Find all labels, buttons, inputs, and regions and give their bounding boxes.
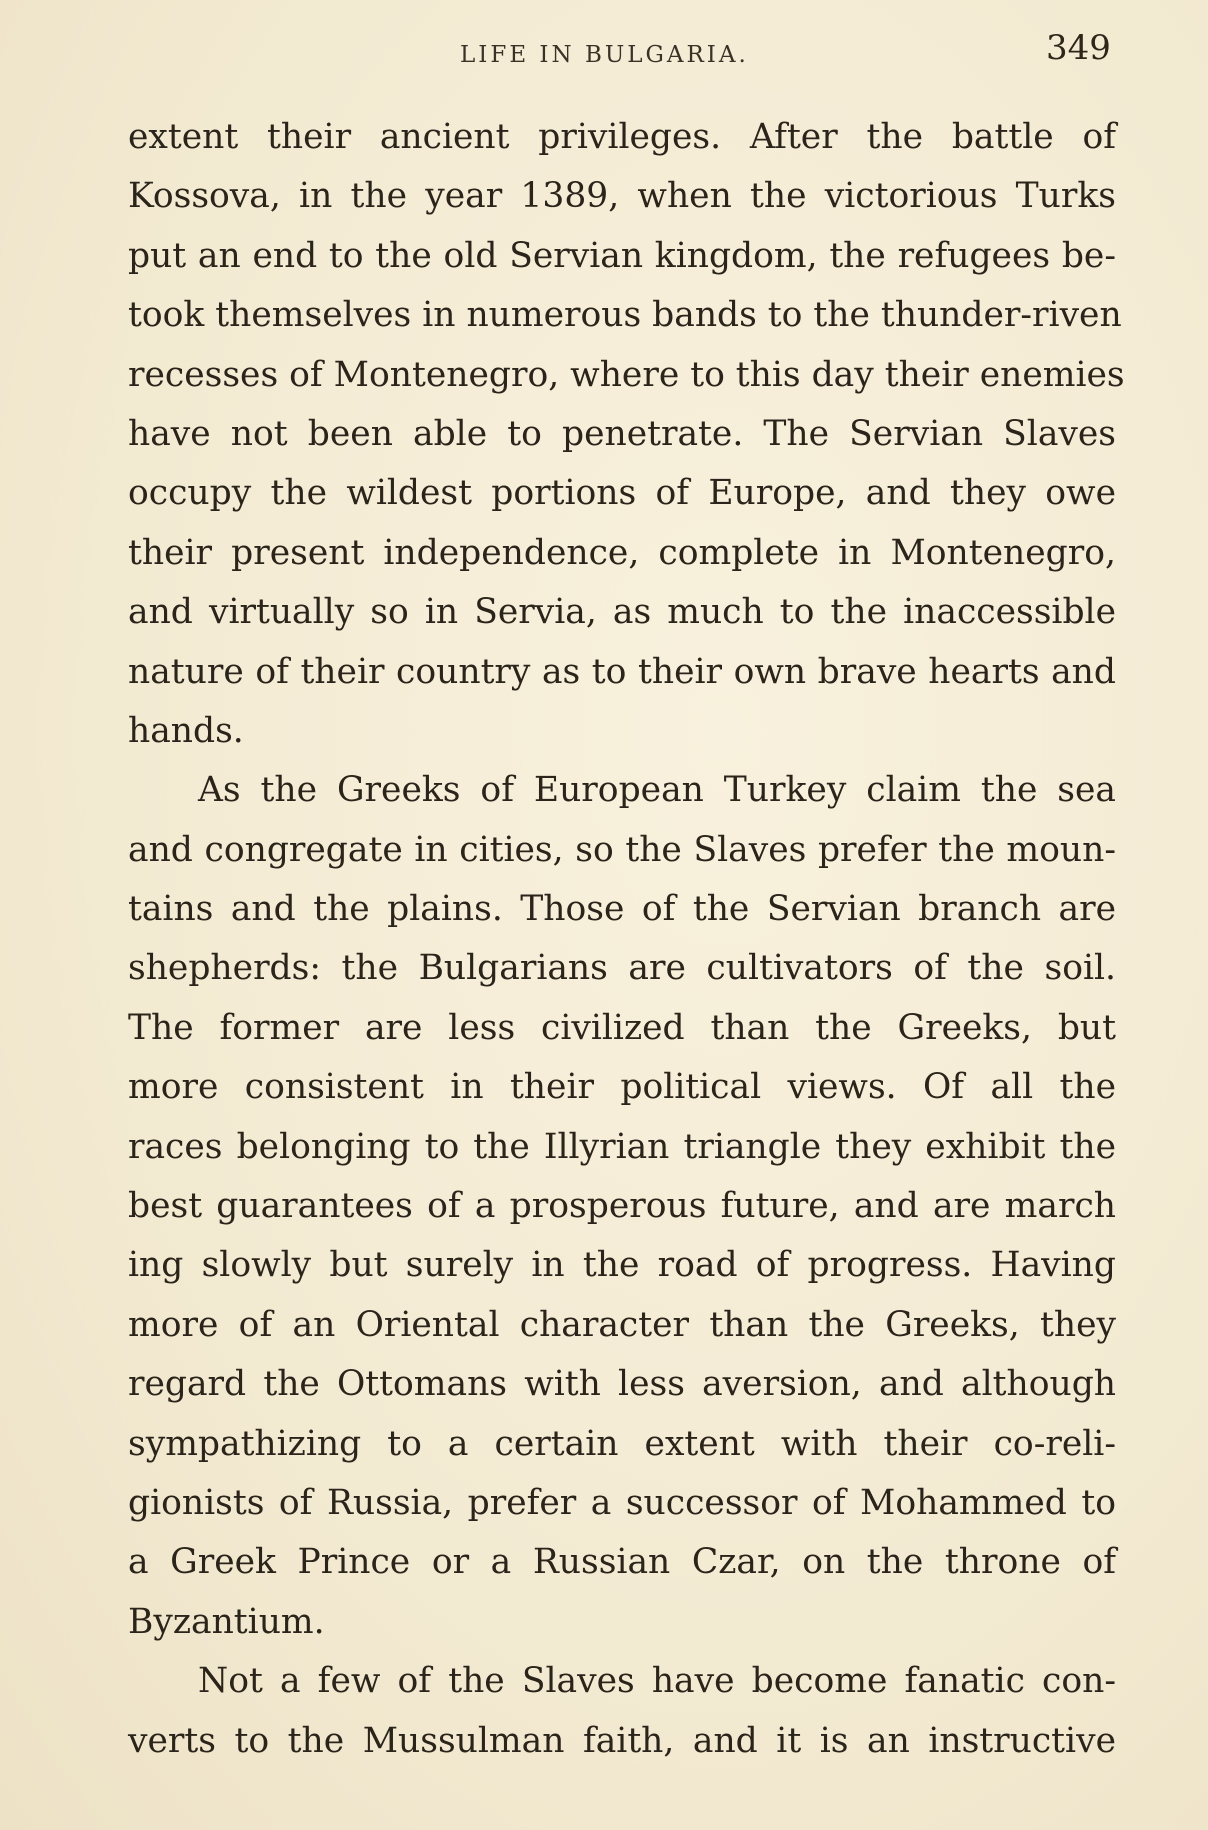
text-line: occupy the wildest portions of Europe, and they owe xyxy=(128,473,1116,514)
text-line: took themselves in numerous bands to the thunder-riven xyxy=(128,295,1122,336)
running-title: LIFE IN BULGARIA. xyxy=(460,42,749,68)
text-line: ing slowly but surely in the road of progress. Having xyxy=(128,1245,1116,1286)
text-line: more of an Oriental character than the Greeks, they xyxy=(128,1304,1116,1345)
text-line: best guarantees of a prosperous future, and are march xyxy=(128,1186,1116,1227)
text-line: and virtually so in Servia, as much to the inaccessible xyxy=(128,592,1116,633)
text-line: Not a few of the Slaves have become fanatic con- xyxy=(198,1661,1116,1702)
text-line: more consistent in their political views. Of all the xyxy=(128,1067,1116,1108)
text-line: hands. xyxy=(128,710,244,751)
text-line: shepherds: the Bulgarians are cultivators of the soil. xyxy=(128,948,1116,989)
text-line: their present independence, complete in Montenegro, xyxy=(128,532,1116,573)
text-line: Kossova, in the year 1389, when the victorious Turks xyxy=(128,176,1116,217)
text-line: races belonging to the Illyrian triangle they exhibit the xyxy=(128,1126,1116,1167)
text-line: regard the Ottomans with less aversion, and although xyxy=(128,1364,1116,1405)
text-line: recesses of Montenegro, where to this day their enemies xyxy=(128,354,1125,395)
text-line: verts to the Mussulman faith, and it is an instructive xyxy=(128,1720,1116,1761)
page-number: 349 xyxy=(1046,28,1111,68)
text-line: gionists of Russia, prefer a successor of Mohammed to xyxy=(128,1482,1116,1523)
text-line: sympathizing to a certain extent with their co-reli- xyxy=(128,1423,1116,1464)
text-line: have not been able to penetrate. The Servian Slaves xyxy=(128,413,1116,454)
text-line: a Greek Prince or a Russian Czar, on the throne of xyxy=(128,1542,1116,1583)
text-line: extent their ancient privileges. After the battle of xyxy=(128,117,1116,157)
text-line: put an end to the old Servian kingdom, the refugees be- xyxy=(128,235,1116,276)
text-line: and congregate in cities, so the Slaves prefer the moun- xyxy=(128,829,1116,870)
text-line: tains and the plains. Those of the Servian branch are xyxy=(128,889,1116,930)
running-head xyxy=(0,28,1208,78)
body-text xyxy=(128,108,1125,1771)
text-line: Byzantium. xyxy=(128,1601,325,1642)
text-line: The former are less civilized than the Greeks, but xyxy=(128,1007,1116,1048)
text-line: nature of their country as to their own brave hearts and xyxy=(128,651,1116,692)
text-line: As the Greeks of European Turkey claim the sea xyxy=(198,770,1116,811)
